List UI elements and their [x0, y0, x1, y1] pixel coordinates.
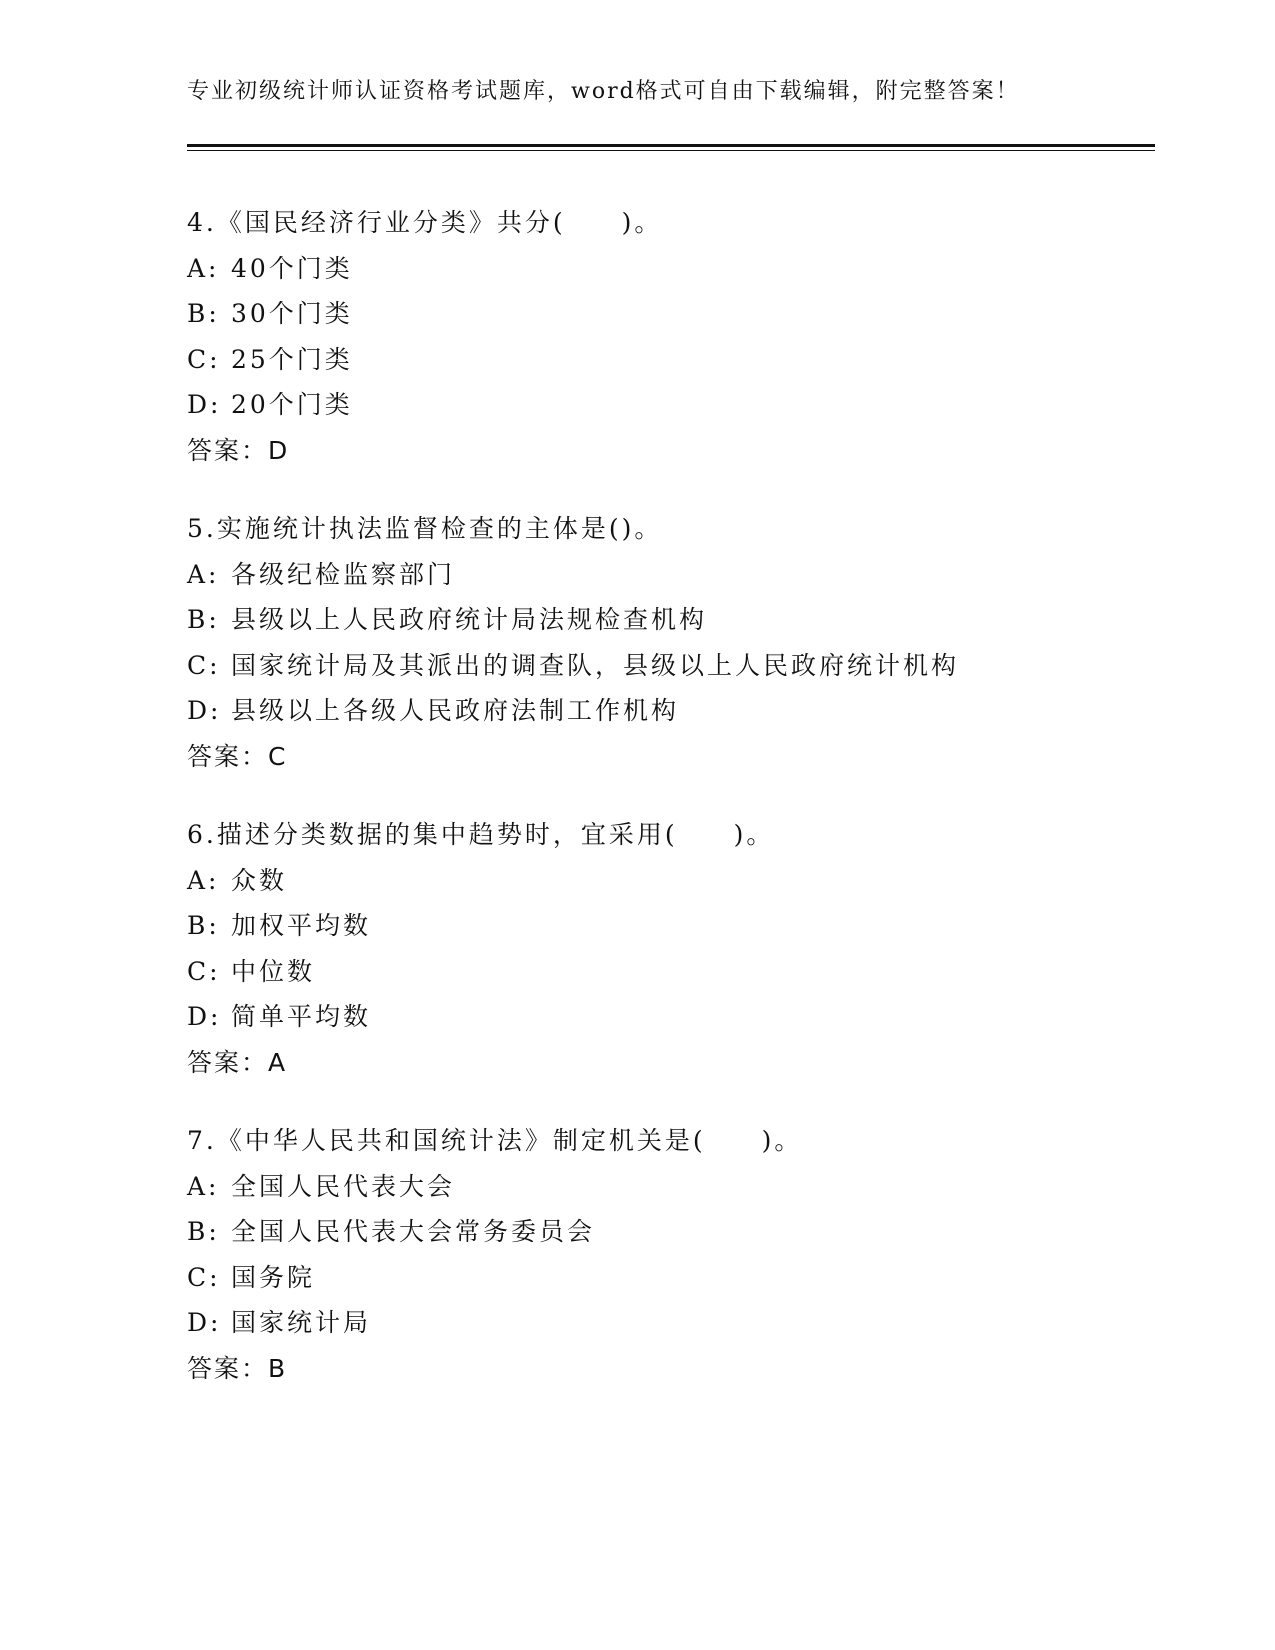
question-5 [187, 506, 1147, 779]
option-text: 国家统计局 [231, 1308, 372, 1337]
option-c [187, 949, 1147, 995]
answer-line: 答案：B [187, 1353, 288, 1383]
option-key: D: [187, 1002, 222, 1031]
question-stem: 5.实施统计执法监督检查的主体是()。 [187, 514, 663, 543]
option-text: 中位数 [231, 956, 316, 986]
option-key: A: [187, 559, 220, 589]
option-d [187, 994, 1147, 1040]
option-text: 20个门类 [231, 390, 353, 419]
option-text: 国务院 [231, 1262, 316, 1292]
option-key: B: [187, 605, 220, 634]
option-b [187, 291, 1147, 337]
option-text: 全国人民代表大会 [231, 1171, 456, 1201]
option-a [187, 1164, 1147, 1210]
option-c [187, 643, 1147, 689]
option-text: 众数 [231, 865, 288, 895]
option-d [187, 688, 1147, 734]
option-text: 加权平均数 [231, 911, 372, 940]
option-key: D: [187, 1308, 222, 1337]
option-b [187, 597, 1147, 643]
option-key: D: [187, 390, 222, 419]
option-d [187, 1300, 1147, 1346]
option-key: C: [187, 1262, 221, 1292]
question-stem: 6.描述分类数据的集中趋势时，宜采用( )。 [187, 820, 775, 849]
option-key: C: [187, 344, 221, 374]
option-text: 各级纪检监察部门 [231, 559, 456, 589]
option-key: B: [187, 1217, 220, 1246]
option-key: A: [187, 865, 220, 895]
question-stem: 4.《国民经济行业分类》共分( )。 [187, 208, 663, 237]
question-7 [187, 1118, 1147, 1391]
option-text: 全国人民代表大会常务委员会 [231, 1217, 596, 1246]
option-text: 国家统计局及其派出的调查队，县级以上人民政府统计机构 [231, 650, 960, 680]
option-text: 25个门类 [231, 344, 353, 374]
option-a [187, 552, 1147, 598]
question-stem: 7.《中华人民共和国统计法》制定机关是( )。 [187, 1126, 803, 1155]
option-text: 县级以上各级人民政府法制工作机构 [231, 696, 680, 725]
option-a [187, 246, 1147, 292]
question-4 [187, 200, 1147, 473]
question-list [187, 200, 1147, 1424]
option-key: A: [187, 253, 220, 283]
option-key: C: [187, 650, 221, 680]
option-a [187, 858, 1147, 904]
option-c [187, 1255, 1147, 1301]
answer-line: 答案：C [187, 741, 288, 771]
option-text: 30个门类 [231, 299, 353, 328]
option-b [187, 903, 1147, 949]
option-key: C: [187, 956, 221, 986]
question-6 [187, 812, 1147, 1085]
answer-line: 答案：A [187, 1047, 288, 1077]
option-key: B: [187, 911, 220, 940]
option-key: D: [187, 696, 222, 725]
option-key: B: [187, 299, 220, 328]
option-b [187, 1209, 1147, 1255]
answer-line: 答案：D [187, 435, 290, 465]
page-header: 专业初级统计师认证资格考试题库，word格式可自由下载编辑，附完整答案！ [187, 79, 1020, 104]
option-c [187, 337, 1147, 383]
header-divider [187, 144, 1155, 151]
option-text: 县级以上人民政府统计局法规检查机构 [231, 605, 708, 634]
option-text: 40个门类 [231, 253, 353, 283]
option-d [187, 382, 1147, 428]
option-text: 简单平均数 [231, 1002, 372, 1031]
option-key: A: [187, 1171, 220, 1201]
